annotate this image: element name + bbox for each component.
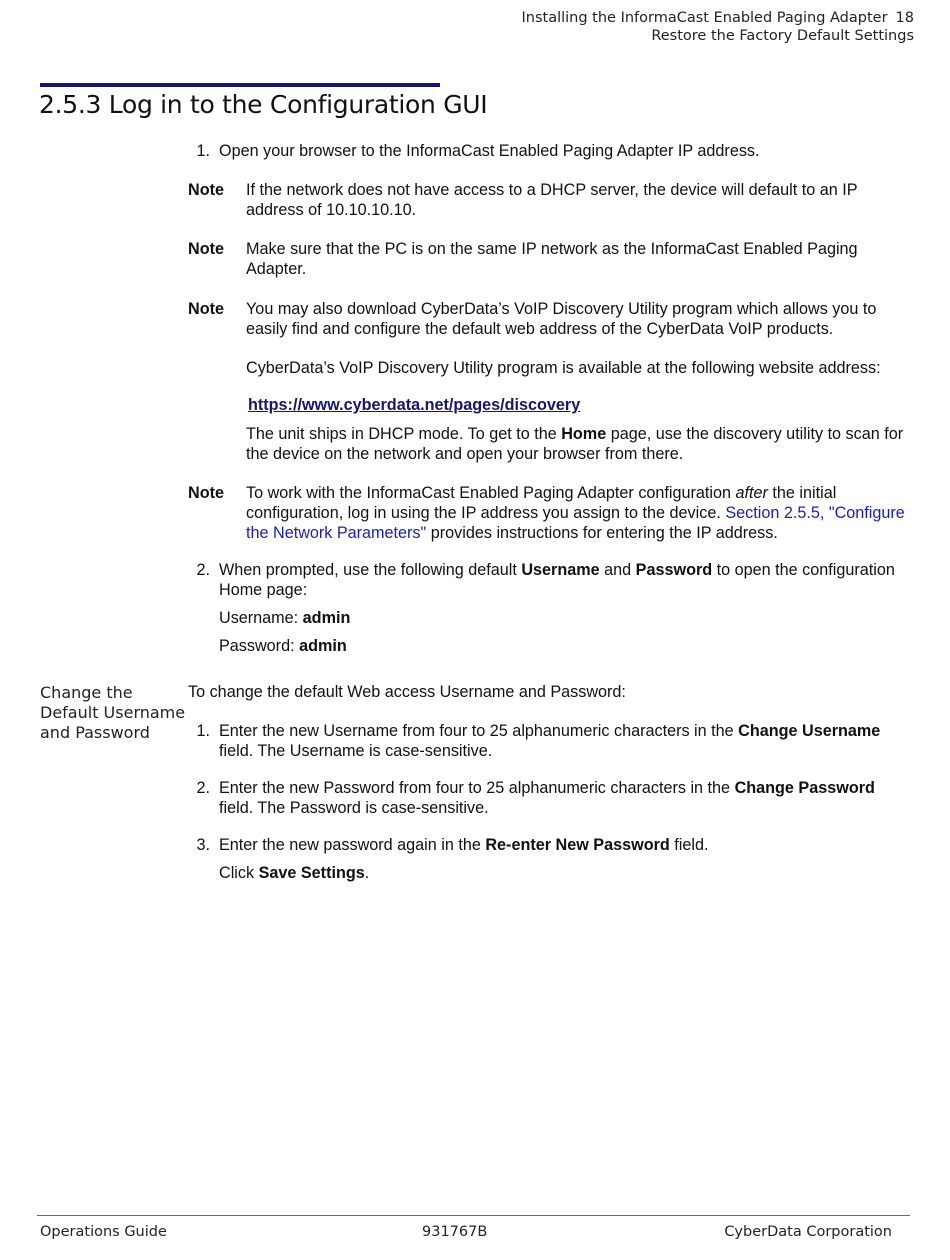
change-step-2-number: 2. (196, 779, 210, 797)
section-title: 2.5.3 Log in to the Configuration GUI (39, 90, 488, 119)
footer-center: 931767B (422, 1224, 488, 1240)
footer-left: Operations Guide (40, 1224, 167, 1240)
header-section: Restore the Factory Default Settings (651, 28, 914, 44)
footer-right: CyberData Corporation (724, 1224, 892, 1240)
change-step-3-text: Enter the new password again in the Re-enter New Password field. (219, 836, 709, 854)
note-3-para-3: The unit ships in DHCP mode. To get to the Home page, use the discovery utility to scan for the device on the network and open your browser from there. (246, 425, 904, 463)
change-step-2-text: Enter the new Password from four to 25 alphanumeric characters in the Change Password field. The Password is case-sensitive. (219, 779, 875, 817)
note-3-para-2: CyberData’s VoIP Discovery Utility program is available at the following website address: (246, 359, 881, 377)
note-2-label: Note (188, 240, 224, 258)
page-number: 18 (895, 10, 914, 26)
note-3-para-1: You may also download CyberData’s VoIP Discovery Utility program which allows you to easily find and configure the default web address of the CyberData VoIP products. (246, 300, 877, 338)
default-password: Password: admin (219, 637, 347, 655)
title-rule (40, 83, 440, 87)
note-4-label: Note (188, 484, 224, 502)
change-intro: To change the default Web access Username and Password: (188, 683, 626, 701)
home-bold: Home (561, 425, 607, 443)
network-parameters-xref[interactable]: Section 2.5.5, "Configure the Network Parameters" (246, 503, 905, 542)
step-1-number: 1. (196, 142, 210, 160)
footer-rule (37, 1215, 910, 1216)
step-1-text: Open your browser to the InformaCast Enabled Paging Adapter IP address. (219, 142, 760, 160)
default-username: Username: admin (219, 609, 351, 627)
change-step-1-number: 1. (196, 722, 210, 740)
note-3-label: Note (188, 300, 224, 318)
discovery-link[interactable]: https://www.cyberdata.net/pages/discovery (248, 396, 581, 414)
step-2-number: 2. (196, 561, 210, 579)
note-4-text: To work with the InformaCast Enabled Paging Adapter configuration after the initial configuration, log in using the IP address you assign to the device. Section 2.5.5, "Configure the Network Parameters" provides instructions for entering the IP address. (246, 484, 905, 542)
side-heading: Change the Default Username and Password (40, 683, 186, 742)
note-1-text: If the network does not have access to a DHCP server, the device will default to an IP address of 10.10.10.10. (246, 181, 858, 219)
click-save-instruction: Click Save Settings. (219, 864, 370, 882)
running-header (521, 9, 914, 45)
note-2-text: Make sure that the PC is on the same IP network as the InformaCast Enabled Paging Adapter. (246, 240, 858, 278)
change-step-3-number: 3. (196, 836, 210, 854)
note-1-label: Note (188, 181, 224, 199)
step-2-text: When prompted, use the following default Username and Password to open the configuration Home page: (219, 561, 895, 599)
change-step-1-text: Enter the new Username from four to 25 alphanumeric characters in the Change Username field. The Username is case-sensitive. (219, 722, 881, 760)
header-chapter: Installing the InformaCast Enabled Paging Adapter (521, 10, 888, 26)
